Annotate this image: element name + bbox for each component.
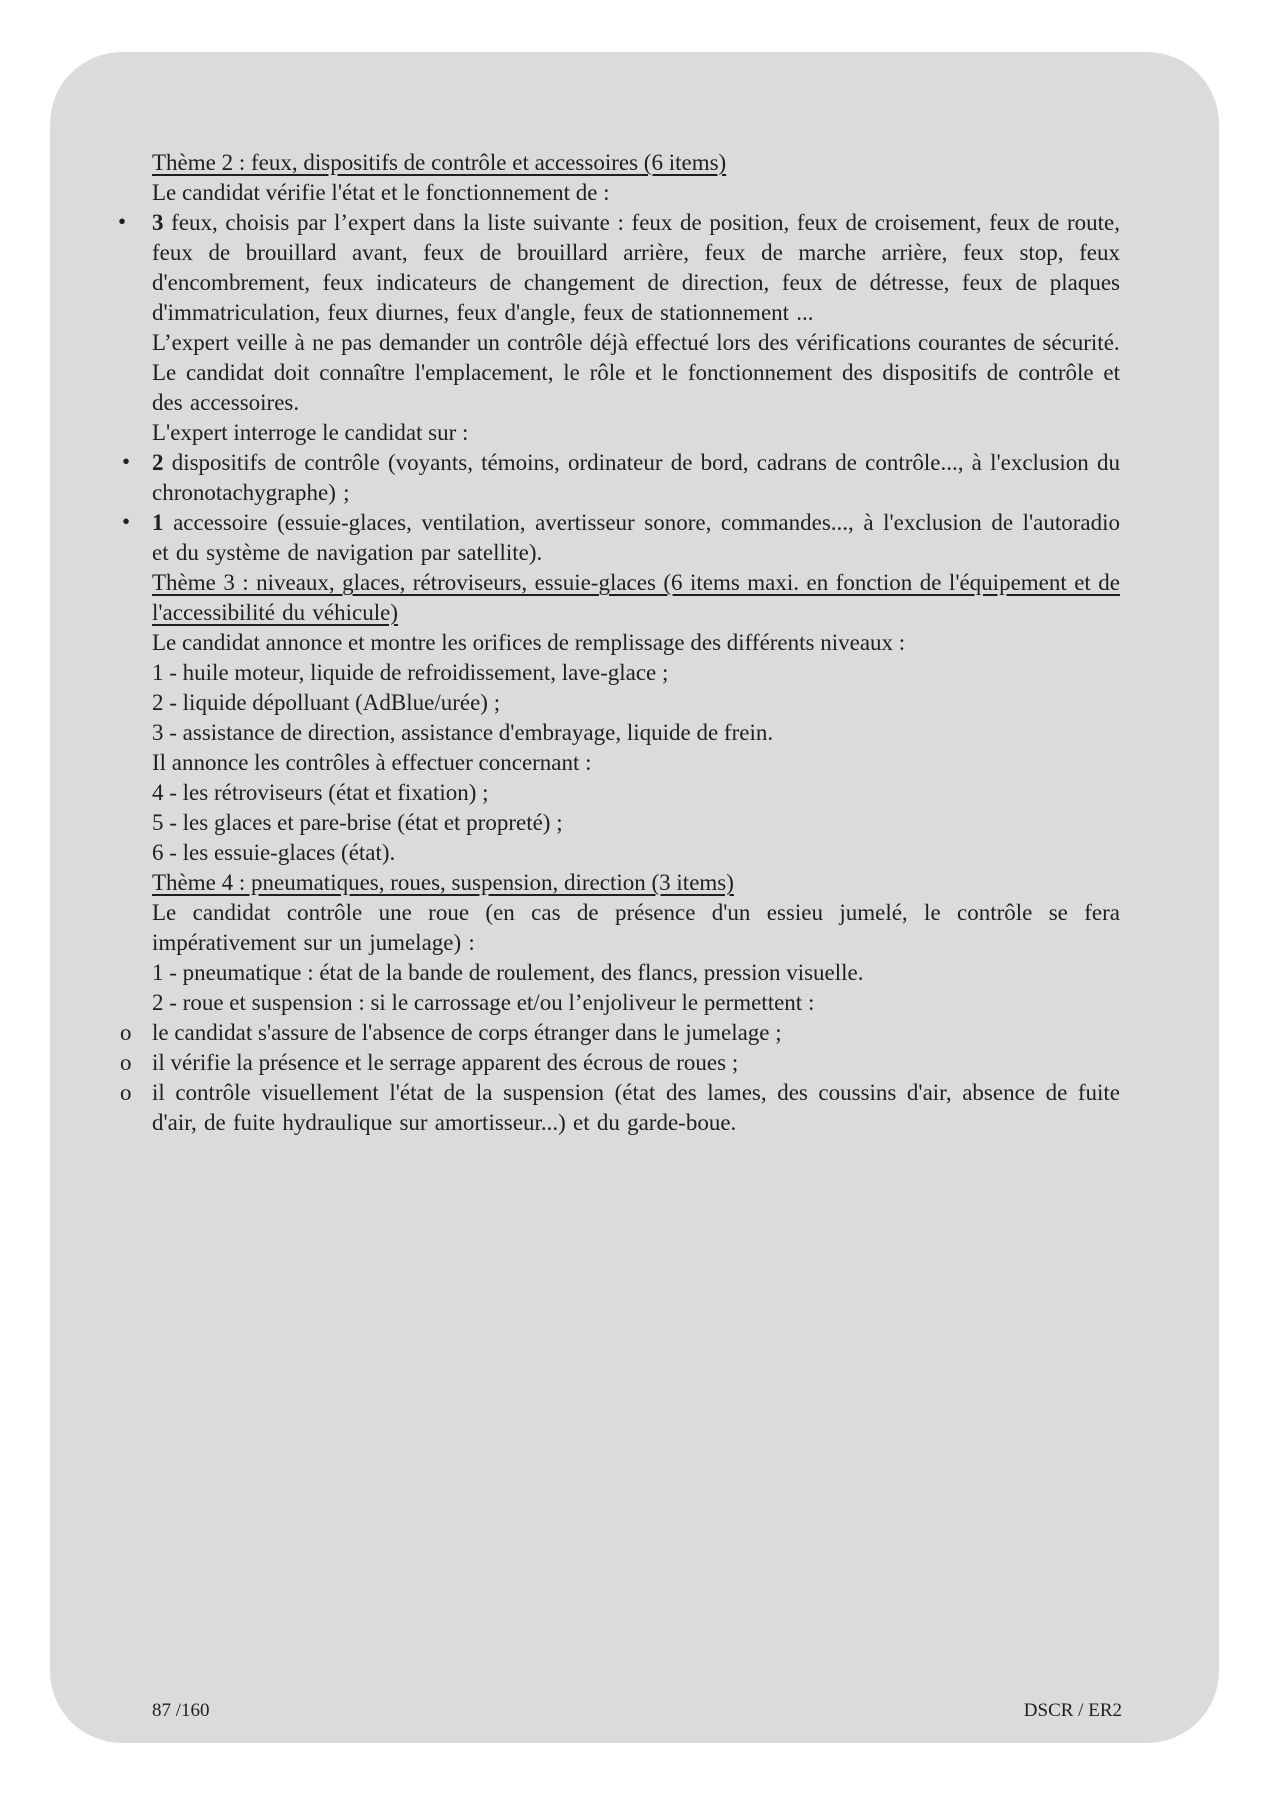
level-line: 3 - assistance de direction, assistance d'embrayage, liquide de frein. [152,720,774,745]
bullet-text: feux, choisis par l’expert dans la liste suivante : feux de position, feux de croisement, feux de route, feux de brouillard avant, feux de brouillard arrière, feux de marche arrière, feux stop, feux d'encombrement, feux indicateurs de changement de direction, feux de détresse, feux de plaques d'immatriculation, feux diurnes, feux d'angle, feux de stationnement ... [152,210,1121,325]
theme4-intro: Le candidat contrôle une roue (en cas de présence d'un essieu jumelé, le contrôle se fera impérativement sur un jumelage) : [152,900,1120,955]
theme2-bullet-item [122,508,1120,568]
scanned-document-page [50,52,1219,1743]
theme4-sub-item [120,1048,1120,1078]
sub-item-text: il vérifie la présence et le serrage apparent des écrous de roues ; [152,1050,739,1075]
theme4-heading: Thème 4 : pneumatiques, roues, suspension, direction (3 items) [152,870,734,895]
bullet-marker: • [118,209,127,234]
theme2-bullet-item [122,448,1121,508]
level-line: 1 - huile moteur, liquide de refroidissement, lave-glace ; [152,660,669,685]
circle-marker: o [120,1080,132,1105]
bullet-count: 2 [152,450,164,475]
theme4-item: 1 - pneumatique : état de la bande de roulement, des flancs, pression visuelle. [152,960,864,985]
theme4-item: 2 - roue et suspension : si le carrossage et/ou l’enjoliveur le permettent : [152,990,815,1015]
theme2-intro: Le candidat vérifie l'état et le fonctionnement de : [152,180,610,205]
page-content [118,148,1121,1138]
theme3-intro: Le candidat annonce et montre les orifices de remplissage des différents niveaux : [152,630,906,655]
theme4-sub-item [120,1078,1120,1138]
bullet-text: dispositifs de contrôle (voyants, témoins, ordinateur de bord, cadrans de contrôle..., à l'exclusion du chronotachygraphe) ; [152,450,1121,505]
theme3-heading: Thème 3 : niveaux, glaces, rétroviseurs, essuie-glaces (6 items maxi. en fonction de l'équipement et de l'accessibilité du véhicule) [152,570,1120,625]
sub-item-text: il contrôle visuellement l'état de la suspension (état des lames, des coussins d'air, absence de fuite d'air, de fuite hydraulique sur amortisseur...) et du garde-boue. [152,1080,1120,1135]
theme2-paragraph: Le candidat doit connaître l'emplacement, le rôle et le fonctionnement des dispositifs de contrôle et des accessoires. [152,360,1120,415]
theme2-bullet-item [118,208,1121,328]
theme2-paragraph: L'expert interroge le candidat sur : [152,420,469,445]
level-line: 2 - liquide dépolluant (AdBlue/urée) ; [152,690,501,715]
check-line: 5 - les glaces et pare-brise (état et propreté) ; [152,810,563,835]
bullet-text: accessoire (essuie-glaces, ventilation, avertisseur sonore, commandes..., à l'exclusion de l'autoradio et du système de navigation par satellite). [152,510,1120,565]
circle-marker: o [120,1050,132,1075]
check-line: 4 - les rétroviseurs (état et fixation) ; [152,780,489,805]
document-reference: DSCR / ER2 [1023,1700,1122,1721]
bullet-count: 3 [152,210,164,235]
theme3-intro2: Il annonce les contrôles à effectuer concernant : [152,750,592,775]
page-number: 87 /160 [152,1700,210,1721]
theme2-note: L’expert veille à ne pas demander un contrôle déjà effectué lors des vérifications courantes de sécurité. [152,330,1120,355]
sub-item-text: le candidat s'assure de l'absence de corps étranger dans le jumelage ; [152,1020,782,1045]
circle-marker: o [120,1020,132,1045]
theme4-sub-item [120,1018,1120,1048]
bullet-marker: • [122,449,131,474]
theme2-heading: Thème 2 : feux, dispositifs de contrôle et accessoires (6 items) [152,150,727,175]
bullet-count: 1 [152,510,164,535]
bullet-marker: • [122,509,131,534]
check-line: 6 - les essuie-glaces (état). [152,840,396,865]
